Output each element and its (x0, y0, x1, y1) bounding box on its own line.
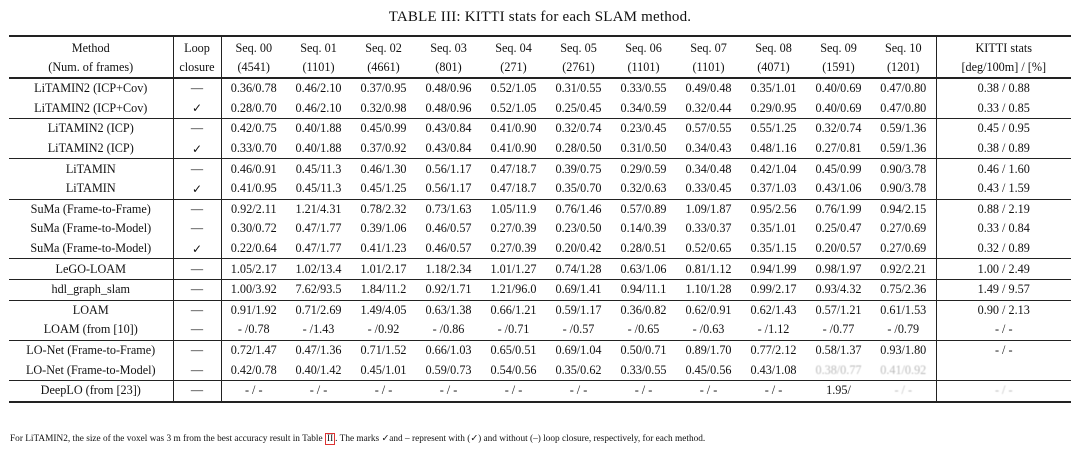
kitti-stats-cell: - / - (936, 320, 1071, 340)
loop-closure-cell: ✓ (173, 139, 221, 159)
kitti-stats-cell: 0.38 / 0.89 (936, 139, 1071, 159)
sequence-value-cell: - /0.86 (432, 322, 465, 337)
sequence-value-cell: 1.18/2.34 (416, 259, 481, 280)
loop-closure-cell: — (173, 119, 221, 139)
kitti-stats-cell: 0.33 / 0.85 (936, 99, 1071, 119)
kitti-stats-cell: 1.49 / 9.57 (936, 279, 1071, 300)
footnote-text-after: . The marks ✓and – represent with (✓) and without (–) loop closure, respectively, for each method. (335, 434, 706, 444)
table-header (9, 36, 1071, 78)
sequence-value-cell: 0.29/0.95 (750, 100, 797, 115)
loop-closure-cell: — (173, 320, 221, 340)
sequence-value-cell: - /0.63 (692, 322, 725, 337)
sequence-value-cell: 0.71/2.69 (286, 300, 351, 320)
sequence-header: Seq. 05 (546, 36, 611, 58)
sequence-value-cell: 0.92/2.11 (221, 199, 286, 219)
kitti-stats-cell: 0.32 / 0.89 (936, 239, 1071, 259)
table-row (9, 300, 1071, 320)
kitti-stats-cell: 1.00 / 2.49 (936, 259, 1071, 280)
sequence-header: Seq. 04 (481, 36, 546, 58)
sequence-value-cell: - /0.78 (237, 322, 270, 337)
sequence-value-cell: 0.32/0.74 (546, 119, 611, 139)
sequence-header: Seq. 06 (611, 36, 676, 58)
sequence-value-cell: 0.43/0.84 (425, 141, 472, 156)
sequence-value-cell: 0.43/1.06 (815, 181, 862, 196)
sequence-value-cell: 0.63/1.06 (611, 259, 676, 280)
kitti-stats-cell: 0.46 / 1.60 (936, 159, 1071, 179)
sequence-value-cell: 0.52/1.05 (490, 81, 537, 96)
kitti-stats-cell: 0.33 / 0.84 (936, 219, 1071, 239)
sequence-value-cell: - / - (546, 380, 611, 401)
sequence-value-cell: 0.81/1.12 (676, 259, 741, 280)
kitti-stats-cell: 0.45 / 0.95 (936, 119, 1071, 139)
sequence-header: Seq. 02 (351, 36, 416, 58)
sequence-value-cell: 1.02/13.4 (286, 259, 351, 280)
sequence-frames-header: (4071) (741, 58, 806, 78)
sequence-value-cell: 0.94/11.1 (611, 279, 676, 300)
sequence-value-cell: 1.95/ (806, 380, 871, 401)
sequence-value-cell: 0.40/0.69 (815, 81, 862, 96)
sequence-value-cell: 0.25/0.47 (815, 221, 862, 236)
sequence-value-cell: 0.98/1.97 (806, 259, 871, 280)
sequence-frames-header: (1201) (871, 58, 936, 78)
sequence-value-cell: 0.45/0.99 (351, 119, 416, 139)
sequence-value-cell: 0.59/1.36 (871, 119, 936, 139)
sequence-value-cell: 0.20/0.57 (815, 241, 862, 256)
sequence-frames-header: (271) (481, 58, 546, 78)
sequence-value-cell: 0.35/1.01 (750, 81, 797, 96)
table-row (9, 360, 1071, 380)
sequence-value-cell: 0.55/1.25 (741, 119, 806, 139)
sequence-value-cell: - /1.43 (302, 322, 335, 337)
method-cell: DeepLO (from [23]) (9, 380, 173, 401)
sequence-value-cell: 0.40/0.69 (815, 100, 862, 115)
sequence-value-cell: 0.20/0.42 (555, 241, 602, 256)
method-subheader: (Num. of frames) (9, 58, 173, 78)
sequence-value-cell: 0.45/11.3 (286, 159, 351, 179)
sequence-value-cell: 0.59/1.17 (546, 300, 611, 320)
table-row (9, 78, 1071, 99)
sequence-value-cell: 0.48/0.96 (425, 100, 472, 115)
sequence-value-cell: 0.34/0.43 (685, 141, 732, 156)
sequence-value-cell: 0.30/0.72 (230, 221, 277, 236)
sequence-value-cell: 1.00/3.92 (221, 279, 286, 300)
sequence-value-cell: 1.01/2.17 (351, 259, 416, 280)
loop-closure-cell: ✓ (173, 179, 221, 199)
sequence-value-cell: 0.32/0.44 (685, 100, 732, 115)
sequence-value-cell: - / - (611, 380, 676, 401)
loop-closure-subheader: closure (173, 58, 221, 78)
sequence-value-cell: - /0.65 (627, 322, 660, 337)
sequence-value-cell: 0.32/0.74 (806, 119, 871, 139)
kitti-stats-cell (936, 360, 1071, 380)
sequence-value-cell: 0.36/0.78 (230, 81, 277, 96)
sequence-value-cell: 0.52/1.05 (490, 100, 537, 115)
loop-closure-cell: — (173, 159, 221, 179)
loop-closure-cell: — (173, 219, 221, 239)
sequence-value-cell: 0.39/1.06 (360, 221, 407, 236)
sequence-value-cell: 0.38/0.77 (815, 362, 862, 377)
kitti-stats-cell: 0.88 / 2.19 (936, 199, 1071, 219)
kitti-stats-cell: - / - (936, 340, 1071, 360)
sequence-value-cell: 0.99/2.17 (741, 279, 806, 300)
sequence-header: Seq. 00 (221, 36, 286, 58)
sequence-value-cell: 0.45/1.25 (360, 181, 407, 196)
loop-closure-cell: — (173, 259, 221, 280)
sequence-value-cell: 0.66/1.21 (481, 300, 546, 320)
sequence-value-cell: 1.21/96.0 (481, 279, 546, 300)
table-row (9, 340, 1071, 360)
method-cell: LiTAMIN (9, 179, 173, 199)
sequence-value-cell: 0.91/1.92 (221, 300, 286, 320)
loop-closure-cell: — (173, 300, 221, 320)
sequence-value-cell: 0.35/0.70 (555, 181, 602, 196)
sequence-value-cell: 0.89/1.70 (676, 340, 741, 360)
sequence-header: Seq. 08 (741, 36, 806, 58)
sequence-value-cell: - / - (286, 380, 351, 401)
method-cell: hdl_graph_slam (9, 279, 173, 300)
table-row (9, 320, 1071, 340)
sequence-value-cell: 0.33/0.70 (230, 141, 277, 156)
sequence-value-cell: - / - (871, 380, 936, 401)
kitti-stats-header: KITTI stats (936, 36, 1071, 58)
sequence-value-cell: - /1.12 (757, 322, 790, 337)
sequence-value-cell: 0.43/0.84 (416, 119, 481, 139)
sequence-value-cell: 0.29/0.59 (611, 159, 676, 179)
sequence-value-cell: 0.74/1.28 (546, 259, 611, 280)
sequence-value-cell: 0.45/0.99 (806, 159, 871, 179)
sequence-value-cell: 1.05/11.9 (481, 199, 546, 219)
sequence-value-cell: 0.41/0.95 (230, 181, 277, 196)
sequence-value-cell: 0.92/1.71 (416, 279, 481, 300)
sequence-value-cell: 0.57/1.21 (806, 300, 871, 320)
sequence-value-cell: 0.27/0.39 (490, 221, 537, 236)
sequence-value-cell: 0.45/1.01 (360, 362, 407, 377)
loop-closure-cell: — (173, 279, 221, 300)
sequence-value-cell: 0.46/1.30 (351, 159, 416, 179)
method-cell: LiTAMIN (9, 159, 173, 179)
sequence-value-cell: 0.46/2.10 (295, 81, 342, 96)
sequence-value-cell: 0.69/1.04 (546, 340, 611, 360)
sequence-value-cell: - / - (481, 380, 546, 401)
sequence-value-cell: 0.46/0.91 (221, 159, 286, 179)
sequence-value-cell: 0.47/0.80 (880, 100, 927, 115)
sequence-value-cell: 0.40/1.88 (286, 119, 351, 139)
sequence-value-cell: 0.75/2.36 (871, 279, 936, 300)
sequence-value-cell: 0.37/0.95 (360, 81, 407, 96)
sequence-value-cell: - / - (741, 380, 806, 401)
sequence-frames-header: (801) (416, 58, 481, 78)
loop-closure-cell: — (173, 360, 221, 380)
sequence-value-cell: 0.43/1.08 (750, 362, 797, 377)
sequence-value-cell: 0.41/1.23 (360, 241, 407, 256)
table-row (9, 139, 1071, 159)
sequence-value-cell: 0.94/1.99 (741, 259, 806, 280)
sequence-value-cell: - / - (676, 380, 741, 401)
table-reference-link[interactable]: II (326, 434, 334, 444)
method-cell: LOAM (9, 300, 173, 320)
kitti-stats-cell: 0.90 / 2.13 (936, 300, 1071, 320)
sequence-value-cell: 0.35/1.15 (750, 241, 797, 256)
sequence-value-cell: 0.31/0.50 (620, 141, 667, 156)
sequence-value-cell: 0.40/1.88 (295, 141, 342, 156)
sequence-value-cell: 0.57/0.55 (676, 119, 741, 139)
footnote-text-before: For LiTAMIN2, the size of the voxel was 3 m from the best accuracy result in Table (10, 434, 325, 444)
sequence-value-cell: 0.28/0.70 (230, 100, 277, 115)
method-cell: LiTAMIN2 (ICP) (9, 119, 173, 139)
table-caption: TABLE III: KITTI stats for each SLAM method. (388, 9, 692, 25)
sequence-value-cell: 0.45/11.3 (295, 181, 342, 196)
sequence-value-cell: 0.41/0.92 (880, 362, 927, 377)
method-cell: LO-Net (Frame-to-Model) (9, 360, 173, 380)
sequence-value-cell: 0.40/1.42 (295, 362, 342, 377)
method-cell: LeGO-LOAM (9, 259, 173, 280)
sequence-value-cell: 0.52/0.65 (685, 241, 732, 256)
sequence-value-cell: 0.23/0.50 (555, 221, 602, 236)
sequence-value-cell: 0.41/0.90 (481, 119, 546, 139)
sequence-header: Seq. 10 (871, 36, 936, 58)
loop-closure-cell: — (173, 78, 221, 99)
method-cell: SuMa (Frame-to-Model) (9, 239, 173, 259)
sequence-frames-header: (2761) (546, 58, 611, 78)
loop-closure-cell: — (173, 340, 221, 360)
sequence-value-cell: - /0.57 (562, 322, 595, 337)
sequence-value-cell: 0.14/0.39 (620, 221, 667, 236)
sequence-value-cell: 0.93/4.32 (806, 279, 871, 300)
sequence-value-cell: 0.46/0.57 (425, 221, 472, 236)
sequence-value-cell: 0.90/3.78 (871, 159, 936, 179)
sequence-value-cell: 0.27/0.39 (490, 241, 537, 256)
table-row (9, 199, 1071, 219)
table-body (9, 78, 1071, 402)
sequence-value-cell: 0.32/0.98 (360, 100, 407, 115)
method-cell: LOAM (from [10]) (9, 320, 173, 340)
sequence-value-cell: 0.76/1.99 (806, 199, 871, 219)
table-row (9, 219, 1071, 239)
sequence-value-cell: - / - (351, 380, 416, 401)
sequence-value-cell: 0.27/0.69 (880, 241, 927, 256)
sequence-value-cell: 0.50/0.71 (611, 340, 676, 360)
sequence-value-cell: 1.49/4.05 (351, 300, 416, 320)
sequence-value-cell: 0.78/2.32 (351, 199, 416, 219)
table-row (9, 99, 1071, 119)
sequence-header: Seq. 03 (416, 36, 481, 58)
sequence-value-cell: 0.42/0.75 (221, 119, 286, 139)
sequence-value-cell: 0.73/1.63 (416, 199, 481, 219)
sequence-value-cell: 0.63/1.38 (416, 300, 481, 320)
sequence-value-cell: 0.35/0.62 (555, 362, 602, 377)
sequence-value-cell: 0.37/1.03 (750, 181, 797, 196)
loop-closure-header: Loop (173, 36, 221, 58)
table-row (9, 239, 1071, 259)
sequence-value-cell: 0.72/1.47 (221, 340, 286, 360)
sequence-value-cell: 0.62/1.43 (741, 300, 806, 320)
sequence-frames-header: (4661) (351, 58, 416, 78)
sequence-value-cell: 0.56/1.17 (425, 181, 472, 196)
sequence-value-cell: 0.27/0.81 (815, 141, 862, 156)
sequence-value-cell: 0.62/0.91 (676, 300, 741, 320)
sequence-value-cell: 0.31/0.55 (555, 81, 602, 96)
sequence-value-cell: 0.36/0.82 (611, 300, 676, 320)
sequence-value-cell: 0.47/1.77 (295, 241, 342, 256)
kitti-stats-cell: 0.38 / 0.88 (936, 78, 1071, 99)
sequence-value-cell: 0.66/1.03 (416, 340, 481, 360)
sequence-value-cell: 0.69/1.41 (546, 279, 611, 300)
sequence-value-cell: 0.59/0.73 (425, 362, 472, 377)
sequence-value-cell: 0.25/0.45 (555, 100, 602, 115)
sequence-value-cell: 0.49/0.48 (685, 81, 732, 96)
sequence-value-cell: 0.92/2.21 (871, 259, 936, 280)
sequence-value-cell: 0.28/0.51 (620, 241, 667, 256)
sequence-value-cell: 0.46/2.10 (295, 100, 342, 115)
sequence-value-cell: 0.28/0.50 (555, 141, 602, 156)
kitti-stats-cell: 0.43 / 1.59 (936, 179, 1071, 199)
kitti-stats-cell: - / - (936, 380, 1071, 401)
sequence-value-cell: 0.47/1.36 (286, 340, 351, 360)
sequence-frames-header: (1101) (286, 58, 351, 78)
sequence-value-cell: 0.48/0.96 (425, 81, 472, 96)
sequence-value-cell: 0.95/2.56 (741, 199, 806, 219)
sequence-value-cell: 0.32/0.63 (620, 181, 667, 196)
sequence-value-cell: 0.56/1.17 (416, 159, 481, 179)
sequence-value-cell: 0.65/0.51 (481, 340, 546, 360)
sequence-value-cell: 0.46/0.57 (425, 241, 472, 256)
method-cell: LiTAMIN2 (ICP+Cov) (9, 99, 173, 119)
sequence-value-cell: 0.23/0.45 (611, 119, 676, 139)
sequence-value-cell: - /0.92 (367, 322, 400, 337)
sequence-value-cell: 0.34/0.48 (676, 159, 741, 179)
sequence-value-cell: 0.94/2.15 (871, 199, 936, 219)
sequence-value-cell: 0.90/3.78 (880, 181, 927, 196)
loop-closure-cell: ✓ (173, 99, 221, 119)
sequence-value-cell: 0.47/1.77 (295, 221, 342, 236)
sequence-value-cell: 1.01/1.27 (481, 259, 546, 280)
sequence-value-cell: 1.09/1.87 (676, 199, 741, 219)
sequence-value-cell: 0.39/0.75 (546, 159, 611, 179)
loop-closure-cell: — (173, 380, 221, 401)
sequence-value-cell: 0.61/1.53 (871, 300, 936, 320)
table-row (9, 159, 1071, 179)
sequence-value-cell: 0.47/18.7 (481, 159, 546, 179)
sequence-value-cell: 1.21/4.31 (286, 199, 351, 219)
sequence-value-cell: 0.34/0.59 (620, 100, 667, 115)
sequence-value-cell: 0.42/0.78 (230, 362, 277, 377)
sequence-value-cell: 0.48/1.16 (750, 141, 797, 156)
sequence-value-cell: 0.59/1.36 (880, 141, 927, 156)
sequence-value-cell: 0.41/0.90 (490, 141, 537, 156)
sequence-value-cell: 0.47/0.80 (880, 81, 927, 96)
method-cell: LO-Net (Frame-to-Frame) (9, 340, 173, 360)
sequence-value-cell: 0.33/0.45 (685, 181, 732, 196)
sequence-value-cell: - /0.71 (497, 322, 530, 337)
sequence-frames-header: (1591) (806, 58, 871, 78)
method-cell: LiTAMIN2 (ICP+Cov) (9, 78, 173, 99)
sequence-value-cell: 1.84/11.2 (351, 279, 416, 300)
sequence-value-cell: 0.77/2.12 (741, 340, 806, 360)
method-cell: SuMa (Frame-to-Frame) (9, 199, 173, 219)
table-footnote (10, 433, 705, 445)
method-cell: SuMa (Frame-to-Model) (9, 219, 173, 239)
sequence-value-cell: 0.27/0.69 (880, 221, 927, 236)
sequence-header: Seq. 09 (806, 36, 871, 58)
sequence-value-cell: 7.62/93.5 (286, 279, 351, 300)
sequence-value-cell: 0.22/0.64 (230, 241, 277, 256)
loop-closure-cell: ✓ (173, 239, 221, 259)
sequence-value-cell: 0.57/0.89 (611, 199, 676, 219)
sequence-value-cell: 0.71/1.52 (351, 340, 416, 360)
sequence-value-cell: 0.33/0.55 (620, 81, 667, 96)
sequence-frames-header: (4541) (221, 58, 286, 78)
sequence-frames-header: (1101) (676, 58, 741, 78)
method-cell: LiTAMIN2 (ICP) (9, 139, 173, 159)
sequence-value-cell: 0.54/0.56 (490, 362, 537, 377)
sequence-value-cell: 1.10/1.28 (676, 279, 741, 300)
sequence-value-cell: - / - (221, 380, 286, 401)
table-row (9, 380, 1071, 401)
sequence-value-cell: 0.33/0.37 (685, 221, 732, 236)
sequence-value-cell: - / - (416, 380, 481, 401)
sequence-value-cell: 1.05/2.17 (221, 259, 286, 280)
sequence-frames-header: (1101) (611, 58, 676, 78)
kitti-stats-unit-header: [deg/100m] / [%] (936, 58, 1071, 78)
sequence-header: Seq. 07 (676, 36, 741, 58)
table-row (9, 179, 1071, 199)
kitti-stats-table (9, 35, 1071, 403)
table-row (9, 279, 1071, 300)
sequence-header: Seq. 01 (286, 36, 351, 58)
sequence-value-cell: 0.45/0.56 (685, 362, 732, 377)
sequence-value-cell: 0.35/1.01 (750, 221, 797, 236)
sequence-value-cell: 0.47/18.7 (490, 181, 537, 196)
table-row (9, 119, 1071, 139)
sequence-value-cell: - /0.79 (887, 322, 920, 337)
sequence-value-cell: 0.37/0.92 (360, 141, 407, 156)
method-header: Method (9, 36, 173, 58)
sequence-value-cell: 0.58/1.37 (806, 340, 871, 360)
sequence-value-cell: 0.76/1.46 (546, 199, 611, 219)
table-row (9, 259, 1071, 280)
sequence-value-cell: 0.42/1.04 (741, 159, 806, 179)
sequence-value-cell: 0.93/1.80 (871, 340, 936, 360)
sequence-value-cell: - /0.77 (822, 322, 855, 337)
loop-closure-cell: — (173, 199, 221, 219)
sequence-value-cell: 0.33/0.55 (620, 362, 667, 377)
